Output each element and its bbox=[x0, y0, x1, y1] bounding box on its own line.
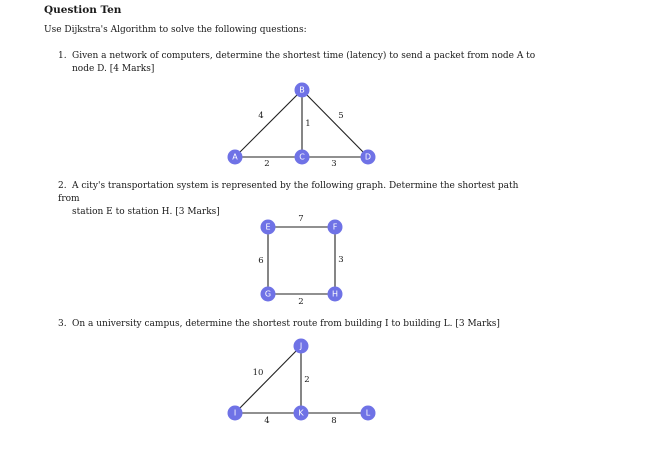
question-1-number: 1. bbox=[58, 51, 67, 61]
node-K-label: K bbox=[298, 408, 304, 418]
question-1-line-2: node D. [4 Marks] bbox=[72, 64, 155, 74]
node-B-label: B bbox=[299, 85, 305, 95]
weight-I-J: 10 bbox=[252, 368, 264, 378]
graph-2 bbox=[258, 214, 343, 307]
node-F-label: F bbox=[332, 222, 338, 232]
node-H-label: H bbox=[331, 289, 339, 299]
question-3-number: 3. bbox=[58, 319, 67, 329]
question-2-number: 2. bbox=[58, 181, 67, 191]
weight-A-C: 2 bbox=[264, 159, 270, 169]
node-E-label: E bbox=[265, 222, 271, 232]
weight-C-D: 3 bbox=[331, 159, 337, 169]
weight-G-H: 2 bbox=[298, 297, 304, 307]
node-I-label: I bbox=[233, 408, 237, 418]
question-3-line-1: On a university campus, determine the shortest route from building I to building L. [3 Marks] bbox=[72, 319, 500, 329]
weight-E-F: 7 bbox=[298, 214, 304, 224]
weight-B-C: 1 bbox=[305, 119, 311, 129]
graph-1 bbox=[228, 83, 376, 170]
question-1-line-1: Given a network of computers, determine the shortest time (latency) to send a packet from node A to bbox=[72, 51, 536, 61]
weight-B-D: 5 bbox=[338, 111, 344, 121]
weight-I-K: 4 bbox=[264, 416, 270, 426]
weight-K-L: 8 bbox=[331, 416, 337, 426]
node-A-label: A bbox=[232, 152, 238, 162]
edge-I-J bbox=[235, 346, 301, 413]
node-L-label: L bbox=[365, 408, 371, 418]
weight-J-K: 2 bbox=[304, 375, 310, 385]
page-title: Question Ten bbox=[44, 4, 122, 16]
node-J-label: J bbox=[299, 341, 303, 351]
intro-text: Use Dijkstra's Algorithm to solve the following questions: bbox=[44, 25, 307, 35]
question-2-line-1: A city's transportation system is represented by the following graph. Determine the shortest path from bbox=[58, 181, 519, 204]
edge-A-B bbox=[235, 90, 302, 157]
edge-B-D bbox=[302, 90, 368, 157]
question-2-line-2: station E to station H. [3 Marks] bbox=[72, 207, 220, 217]
weight-E-G: 6 bbox=[258, 256, 264, 266]
weight-F-H: 3 bbox=[338, 255, 344, 265]
node-D-label: D bbox=[364, 152, 372, 162]
node-G-label: G bbox=[264, 289, 272, 299]
node-C-label: C bbox=[299, 152, 305, 162]
graph-3 bbox=[228, 339, 376, 427]
weight-A-B: 4 bbox=[258, 111, 264, 121]
